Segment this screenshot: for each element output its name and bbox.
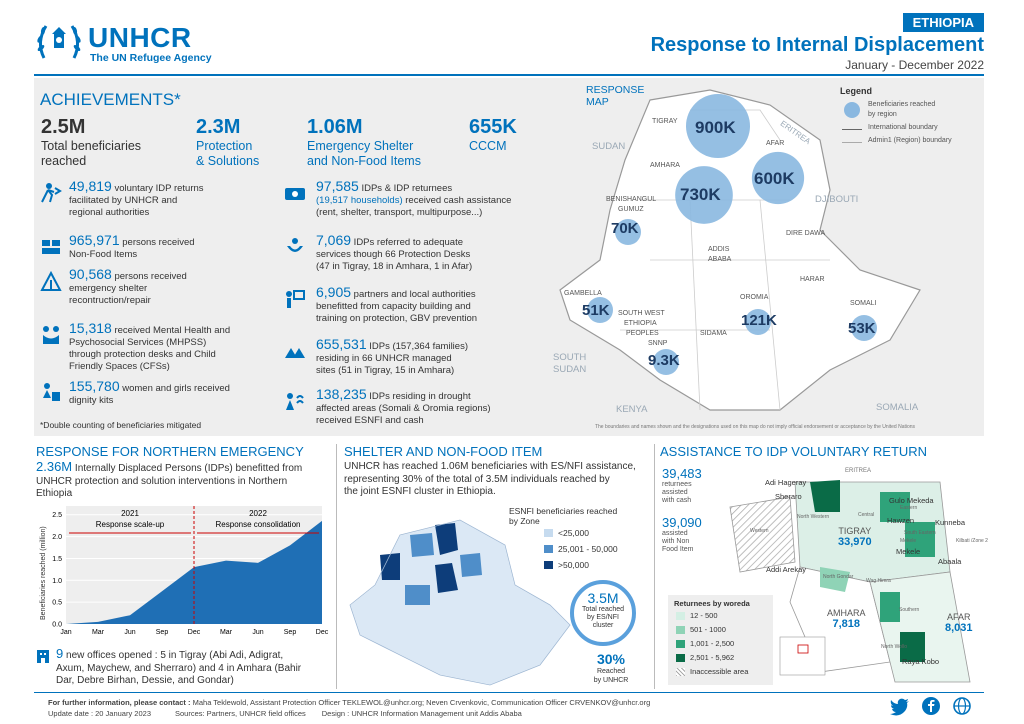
period-year: 2022 [249,509,267,518]
zone-label: Southern [899,607,920,613]
legend-text: 25,001 - 50,000 [558,544,618,554]
item-text: benefitted from capacity building and [316,301,471,312]
legend-text: 12 - 500 [690,611,718,620]
country-label: SUDAN [592,141,626,152]
circle-value: 3.5M [587,590,619,606]
y-tick-label: 2.5 [52,512,62,520]
item-text: regional authorities [69,207,150,218]
country-label: ERITREA [778,118,813,147]
legend-bubble-icon [844,102,860,118]
item-text: emergency shelter [69,283,148,294]
offices-line: Axum, Maychew, and Sherraro) and 4 in Amhara (Bahir [56,662,302,674]
legend-text: by Zone [509,516,540,526]
legend-item [674,651,767,665]
item-text: persons received [119,237,195,248]
offices-line: new offices opened : 5 in Tigray (Abi Adi, Adigrat, [63,650,284,661]
legend-item [674,637,767,651]
country-label: SUDAN [553,364,587,375]
legend-line-icon [842,129,862,130]
facebook-icon[interactable] [922,697,940,715]
northern-line: UNHCR protection and solution interventions in Northern [36,475,288,487]
kpi-total [41,116,191,169]
laurel-icon [34,18,84,64]
bubble-label: 121K [741,312,777,329]
list-item [40,380,280,407]
northern-text [36,461,331,501]
region-value: 33,970 [838,536,872,548]
pct-line: Reached [596,668,626,675]
twitter-icon[interactable] [890,698,910,716]
woreda-label: Kunneba [935,518,966,527]
region-label: SIDAMA [700,330,727,337]
region-label: BENISHANGUL [606,196,657,203]
legend-text: Beneficiaries reached [868,101,936,108]
legend-title: Returnees by woreda [674,599,750,608]
list-item [40,268,280,307]
region-label: AMHARA [650,162,680,169]
list-item [40,180,280,219]
bubble-label: 600K [754,169,795,188]
update-date: Update date : 20 January 2023 [48,709,151,718]
list-item [284,286,544,325]
pct-value: 30% [596,651,626,667]
region-label: PEOPLES [626,330,659,337]
item-text: facilitated by UNHCR and [69,195,178,206]
logo-tagline: The UN Refugee Agency [90,52,212,64]
northern-title: RESPONSE FOR NORTHERN EMERGENCY [36,444,304,459]
legend-line-icon [842,142,862,143]
footer-contact [48,698,650,707]
kpi-value: 2.3M [196,116,241,138]
pct-line: by UNHCR [593,677,629,684]
inset-map [780,637,825,675]
zone-mid [410,533,434,557]
returns-stat-nfi [662,516,702,554]
zone-label: North Gondar [823,574,854,580]
kpi-label: Emergency Shelter [307,139,414,153]
training-icon [284,288,306,310]
item-text: received ESNFI and cash [316,415,424,426]
legend-swatch [676,612,685,620]
zone-label: Kilbati /Zone 2 [956,538,988,544]
stat-value: 39,483 [662,466,702,481]
offices-line: Dar, Debre Birhan, Dessie, and Gondar) [56,675,234,686]
zone-high [380,553,400,580]
offices-number: 9 [56,646,64,661]
legend-item [674,623,767,637]
item-text: received Mental Health and [111,325,231,336]
y-tick-label: 1.0 [52,577,62,585]
item-number: 97,585 [316,178,359,194]
stat-label: Food Item [662,546,694,553]
page-title: Response to Internal Displacement [650,34,984,56]
y-tick-label: 0.5 [52,599,62,607]
woreda-label: Gulo Mekeda [889,496,934,505]
region-name: TIGRAY [838,526,872,536]
item-text: affected areas (Somali & Oromia regions) [316,403,491,414]
kpi-value: 2.5M [41,116,86,138]
logo-wordmark: UNHCR [88,22,192,53]
legend-item [840,124,980,131]
amhara-total [827,608,866,630]
item-number: 49,819 [69,178,112,194]
stat-label: assisted [662,489,688,496]
zone-label: Eastern [900,505,918,511]
beneficiaries-area-chart [36,502,330,642]
returns-stat-cash [662,467,702,505]
shelter-line: the joint ESNFI cluster in Ethiopia. [344,486,496,497]
item-text: through protection desks and Child [69,349,216,360]
list-item [284,180,544,219]
map-title-line: RESPONSE [586,84,645,96]
region-label: DIRE DAWA [786,230,826,237]
item-text: voluntary IDP returns [111,183,204,194]
item-number: 655,531 [316,336,367,352]
x-tick-label: Mar [219,629,233,636]
item-number: 965,971 [69,232,120,248]
legend-title: Legend [840,86,873,96]
circle-line: Total reached [581,606,625,613]
zone-label: North Western [797,514,830,520]
cluster-total-circle [570,580,636,646]
map-title-line: MAP [586,96,609,108]
footer-contact-label: For further information, please contact : [48,698,191,707]
country-label: SOUTH [553,352,587,363]
circle-label [574,606,632,630]
kpi-label: reached [41,154,87,168]
legend-item [544,541,618,557]
item-text: Friendly Spaces (CFSs) [69,361,170,372]
list-item [284,234,544,273]
woreda-label: Addi Arekay [766,565,807,574]
bubble-label: 900K [695,118,736,137]
shelter-legend [544,525,618,573]
legend-swatch [676,640,685,648]
stat-label: returnees [662,481,692,488]
y-tick-labels [52,512,62,628]
legend-text: 1,001 - 2,500 [690,639,735,648]
legend-text: Admin1 (Region) boundary [868,137,952,144]
country-label: KENYA [616,404,648,415]
item-number: 15,318 [69,320,112,336]
stat-value: 39,090 [662,515,702,530]
item-number: 155,780 [69,378,120,394]
item-text: residing in 66 UNHCR managed [316,353,452,364]
item-number: 6,905 [316,284,352,300]
bubble-label: 53K [848,320,876,337]
column-divider [336,444,337,689]
item-text: dignity kits [69,395,114,406]
bubble-label: 70K [611,220,639,237]
legend-item [674,609,767,623]
returns-legend [668,595,773,685]
report-period: January - December 2022 [845,58,984,72]
northern-line: Internally Displaced Persons (IDPs) benefitted from [72,463,303,474]
list-item [40,322,280,373]
map-legend [840,86,980,144]
y-tick-label: 0.0 [52,621,62,629]
sources: Sources: Partners, UNHCR field offices [175,709,306,718]
legend-text: 2,501 - 5,962 [690,653,735,662]
woreda-label: Sheraro [775,492,802,501]
circle-line: cluster [592,622,614,629]
woreda-label: Raya Kobo [902,657,940,666]
region-label: GAMBELLA [564,290,602,297]
northern-lead-number: 2.36M [36,459,73,474]
shelter-title: SHELTER AND NON-FOOD ITEM [344,444,543,459]
region-label: SOMALI [850,300,877,307]
returns-title: ASSISTANCE TO IDP VOLUNTARY RETURN [660,444,928,459]
legend-text: International boundary [868,124,938,131]
region-name: AMHARA [827,608,866,618]
shelter-line: representing 30% of the total of 3.5M individuals reached by [344,473,610,485]
person-return-icon [40,182,62,204]
zone-label: Mekele [900,538,917,544]
kpi-label: and Non-Food Items [307,154,421,168]
item-text: persons received [111,271,187,282]
legend-item [544,557,618,573]
item-text: services though 66 Protection Desks [316,249,471,260]
legend-swatch [544,561,553,569]
legend-swatch [676,668,685,676]
stat-label: with cash [662,497,692,504]
mhpss-icon [40,324,62,346]
office-icon [36,648,50,664]
region-label: HARAR [800,276,825,283]
item-text: partners and local authorities [351,289,476,300]
shelter-line: UNHCR has reached 1.06M beneficiaries with ES/NFI assistance, [344,461,636,472]
y-axis-label: Beneficiaries reached (million) [40,526,47,620]
x-tick-labels [60,629,328,636]
unhcr-logo[interactable] [34,18,214,68]
legend-item [674,665,767,679]
drought-icon [284,390,306,412]
afar-total [945,612,973,634]
region-label: AFAR [766,140,785,147]
inaccessible-area [730,497,795,572]
zone-label: South Eastern [904,530,936,536]
camp-icon [284,340,306,362]
header-divider [34,74,984,76]
footnote: *Double counting of beneficiaries mitigated [40,420,202,430]
region-label: SNNP [648,340,668,347]
period-label: Response consolidation [215,520,301,529]
x-tick-label: Jan [60,629,72,636]
achievements-title: ACHIEVEMENTS* [40,90,181,109]
woreda-label: Adi Hageray [765,478,807,487]
item-text: IDPs (157,364 families) [366,341,468,352]
country-label: SOMALIA [876,402,919,413]
legend-text: <25,000 [558,528,589,538]
woreda-label: Mekele [896,547,921,556]
woreda-label: Abaala [938,557,962,566]
region-value: 7,818 [832,618,861,630]
zone-label: Wag Himra [866,578,891,584]
legend-item [544,525,618,541]
item-text: recontruction/repair [69,295,151,306]
x-tick-label: Mar [91,629,105,636]
footer-divider [34,692,984,693]
zone-mid [460,553,482,577]
kpi-protection [196,116,306,169]
circle-line: by ES/NFI [587,614,619,621]
item-highlight: (19,517 households) [316,195,403,206]
nfi-icon [40,236,62,258]
footer-contact-text: Maha Teklewold, Assistant Protection Officer TEKLEWOL@unhcr.org; Neven Crvenkovic, Communication Officer CRVENKOV@unhcr.org [190,698,651,707]
item-text: IDPs residing in drought [366,391,471,402]
period-year: 2021 [121,509,139,518]
legend-swatch [676,626,685,634]
legend-item [840,137,980,144]
region-name: AFAR [947,612,971,622]
shelter-icon [40,270,62,292]
zone-label: Western [750,528,769,534]
item-number: 7,069 [316,232,352,248]
zone-mid [405,585,430,605]
offices-text [36,648,331,688]
item-text: women and girls received [119,383,230,394]
country-badge: ETHIOPIA [903,13,984,32]
item-text: (47 in Tigray, 18 in Amhara, 1 in Afar) [316,261,473,272]
bubble-label: 51K [582,302,610,319]
country-label: ERITREA [845,468,872,474]
legend-swatch [544,529,553,537]
cash-icon [284,182,306,204]
legend-text: Inaccessible area [690,667,749,676]
x-tick-label: Sep [283,629,297,636]
map-disclaimer: The boundaries and names shown and the designations used on this map do not imply official endorsement or acceptance by the United Nations [594,424,916,430]
x-tick-label: Dec [315,629,329,636]
item-text: (rent, shelter, transport, multipurpose...) [316,207,483,218]
legend-text: ESNFI beneficiaries reached [509,506,618,516]
bubble-label: 730K [680,185,721,204]
shelter-text [344,461,649,499]
footer-meta [48,709,522,718]
woreda-mid [880,592,900,622]
zone-label: North Wollo [881,644,908,650]
x-tick-label: Jun [124,629,136,636]
kpi-shelter [307,116,467,169]
item-text: Psychosocial Services (MHPSS) [69,337,207,348]
item-text: received cash assistance [402,195,512,206]
woreda-label: Hawzen [887,516,915,525]
y-tick-label: 1.5 [52,555,62,563]
kpi-label: Protection [196,139,253,153]
item-text: IDPs & IDP returnees [358,183,453,194]
northern-line: Ethiopia [36,488,73,499]
column-divider [654,444,655,689]
region-label: ABABA [708,256,732,263]
item-text: sites (51 in Tigray, 15 in Amhara) [316,365,455,376]
region-label: TIGRAY [652,118,678,125]
legend-text: 501 - 1000 [690,625,726,634]
legend-swatch [544,545,553,553]
item-text: training on protection, GBV prevention [316,313,478,324]
list-item [284,388,544,427]
region-value: 8,031 [945,622,973,634]
legend-item [840,100,980,120]
country-label: DJIBOUTI [815,194,859,205]
kpi-label: CCCM [469,139,507,153]
unhcr-share [586,651,636,685]
legend-text: >50,000 [558,560,589,570]
y-tick-label: 2.0 [52,534,62,542]
x-tick-label: Jun [252,629,264,636]
x-tick-label: Sep [155,629,169,636]
map-title [586,84,644,108]
tigray-total [838,526,872,548]
bubble-label: 9.3K [648,352,680,369]
x-tick-label: Dec [187,629,201,636]
legend-swatch [676,654,685,662]
region-label: ADDIS [708,246,730,253]
shelter-legend-title [509,506,617,526]
ethiopia-zones-shape [350,520,570,685]
item-number: 90,568 [69,266,112,282]
website-icon[interactable] [953,697,971,715]
kpi-label: & Solutions [196,154,260,168]
stat-label: with Non [662,538,690,545]
kpi-label: Total beneficiaries [41,139,142,153]
list-item [40,234,280,261]
period-label: Response scale-up [95,520,165,529]
kpi-value: 655K [469,116,517,138]
women-icon [40,382,62,404]
pct-label [586,667,636,685]
region-label: SOUTH WEST [618,310,665,317]
woreda-high [810,480,840,512]
region-label: OROMIA [740,294,769,301]
design-credit: Design : UNHCR Information Management unit Addis Ababa [321,709,522,718]
region-label: GUMUZ [618,206,644,213]
item-text: IDPs referred to adequate [351,237,464,248]
zone-label: Central [858,512,875,518]
item-text: Non-Food Items [69,249,138,260]
list-item [284,338,544,377]
item-number: 138,235 [316,386,367,402]
protection-desk-icon [284,236,306,258]
legend-text: by region [868,111,897,118]
region-label: ETHIOPIA [624,320,657,327]
stat-label: assisted [662,530,688,537]
kpi-value: 1.06M [307,116,363,138]
